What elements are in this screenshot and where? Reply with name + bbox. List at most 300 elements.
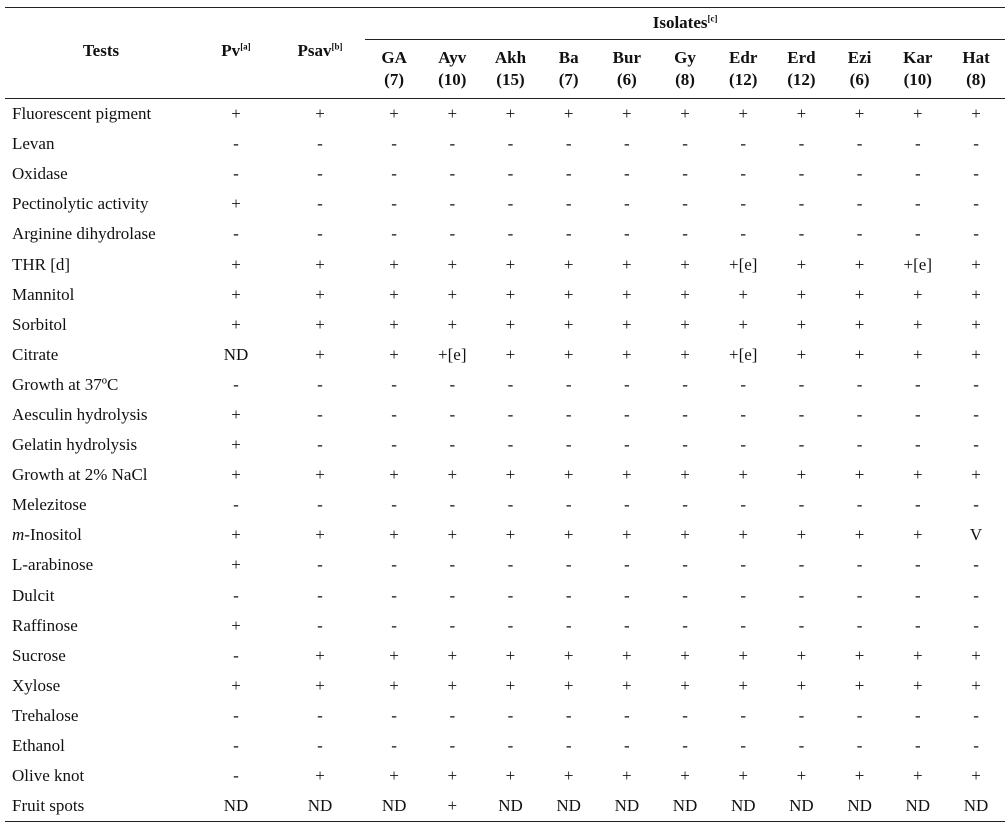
isolate-code: Gy xyxy=(674,48,696,67)
result-cell: + xyxy=(389,104,399,124)
result-cell: - xyxy=(449,555,456,575)
result-cell: + xyxy=(854,254,865,274)
result-cell: + xyxy=(796,645,807,665)
test-name: Gelatin hydrolysis xyxy=(12,435,138,455)
test-name-cell xyxy=(5,581,197,611)
result-cell: - xyxy=(233,495,239,515)
result-cell: - xyxy=(798,224,805,244)
test-name-cell xyxy=(5,189,197,219)
result-cell: + xyxy=(622,465,632,485)
isolate-column-header xyxy=(714,40,772,99)
result-cell: + xyxy=(315,254,325,274)
result-cell: + xyxy=(680,254,690,274)
result-cell: + xyxy=(389,314,399,334)
tests-column-header: Tests xyxy=(5,8,197,99)
isolate-count: (6) xyxy=(849,70,870,89)
result-cell: ND xyxy=(275,791,365,822)
result-cell: + xyxy=(389,525,399,545)
result-cell: - xyxy=(740,224,747,244)
isolate-code: GA xyxy=(381,48,407,67)
test-name: Growth at 37ºC xyxy=(12,374,119,394)
test-name: Fluorescent pigment xyxy=(12,104,152,124)
result-cell: + xyxy=(738,104,749,124)
result-cell: + xyxy=(912,766,923,786)
result-cell: + xyxy=(912,104,923,124)
result-cell: - xyxy=(624,164,630,184)
result-cell: - xyxy=(914,374,921,394)
result-cell: + xyxy=(447,645,458,665)
table-row xyxy=(5,581,1005,611)
result-cell: - xyxy=(624,615,630,635)
test-name-cell xyxy=(5,761,197,791)
result-cell: + xyxy=(854,645,865,665)
result-cell: + xyxy=(505,465,516,485)
result-cell: + xyxy=(680,675,690,695)
psav-column-header: Psav[b] xyxy=(275,8,365,99)
result-cell: - xyxy=(798,615,805,635)
result-cell: + xyxy=(505,104,516,124)
result-cell: + xyxy=(423,791,481,822)
result-cell: + xyxy=(231,284,241,304)
result-cell: - xyxy=(798,404,805,424)
result-cell: + xyxy=(971,645,981,665)
result-cell: + xyxy=(563,314,574,334)
isolate-code: Edr xyxy=(729,48,758,67)
table-row xyxy=(5,99,1005,130)
result-cell: - xyxy=(914,134,921,154)
result-cell: - xyxy=(391,164,397,184)
result-cell: - xyxy=(449,736,456,756)
result-cell: + xyxy=(796,525,807,545)
result-cell: - xyxy=(973,555,979,575)
result-cell: + xyxy=(389,465,399,485)
test-name: Melezitose xyxy=(12,495,87,515)
result-cell: - xyxy=(233,705,239,725)
result-cell: + xyxy=(622,344,632,364)
result-cell: - xyxy=(682,435,688,455)
result-cell: - xyxy=(449,705,456,725)
result-cell: - xyxy=(507,705,514,725)
result-cell: - xyxy=(624,705,630,725)
result-cell: + xyxy=(231,104,241,124)
result-cell: - xyxy=(565,495,572,515)
result-cell: + xyxy=(315,525,325,545)
result-cell: ND xyxy=(598,791,656,822)
test-name-cell xyxy=(5,460,197,490)
result-cell: - xyxy=(317,585,323,605)
result-cell: - xyxy=(856,495,863,515)
result-cell: - xyxy=(798,374,805,394)
result-cell: - xyxy=(624,194,630,214)
result-cell: - xyxy=(856,585,863,605)
result-cell: - xyxy=(565,615,572,635)
isolate-count: (7) xyxy=(558,70,579,89)
result-cell: - xyxy=(856,555,863,575)
result-cell: - xyxy=(682,705,688,725)
result-cell: + xyxy=(389,675,399,695)
result-cell: - xyxy=(973,705,979,725)
result-cell: + xyxy=(912,344,923,364)
result-cell: + xyxy=(231,615,241,635)
test-name: L-arabinose xyxy=(12,555,94,575)
result-cell: - xyxy=(317,164,323,184)
result-cell: - xyxy=(317,224,323,244)
result-cell: + xyxy=(971,344,981,364)
result-cell: - xyxy=(740,374,747,394)
pv-footnote-mark: [a] xyxy=(240,41,251,52)
result-cell: - xyxy=(449,435,456,455)
result-cell: + xyxy=(738,766,749,786)
result-cell: + xyxy=(796,675,807,695)
result-cell: - xyxy=(624,585,630,605)
result-cell: + xyxy=(738,525,749,545)
test-name-cell xyxy=(5,731,197,761)
test-name-cell xyxy=(5,310,197,340)
result-cell: + xyxy=(315,344,325,364)
result-cell: - xyxy=(449,374,456,394)
result-cell: - xyxy=(973,374,979,394)
result-cell: + xyxy=(796,284,807,304)
table-row xyxy=(5,280,1005,310)
result-cell: + xyxy=(389,284,399,304)
result-cell: - xyxy=(914,194,921,214)
result-cell: + xyxy=(622,645,632,665)
result-cell: - xyxy=(565,404,572,424)
test-name: Mannitol xyxy=(12,284,75,304)
result-cell: - xyxy=(317,705,323,725)
isolate-column-header xyxy=(947,40,1005,99)
result-cell: - xyxy=(914,164,921,184)
result-cell: ND xyxy=(656,791,714,822)
result-cell: + xyxy=(563,465,574,485)
test-name-cell xyxy=(5,370,197,400)
result-cell: - xyxy=(565,705,572,725)
result-cell: ND xyxy=(831,791,889,822)
result-cell: - xyxy=(449,615,456,635)
result-cell: - xyxy=(391,615,397,635)
result-cell: + xyxy=(971,284,981,304)
result-cell: - xyxy=(449,495,456,515)
isolate-code: Ayv xyxy=(438,48,467,67)
result-cell: + xyxy=(971,314,981,334)
test-name-cell xyxy=(5,791,197,822)
result-cell: + xyxy=(563,645,574,665)
result-cell: +[e] xyxy=(903,254,933,274)
result-cell: - xyxy=(740,495,747,515)
table-row xyxy=(5,641,1005,671)
result-cell: - xyxy=(317,194,323,214)
result-cell: - xyxy=(973,224,979,244)
test-name: Citrate xyxy=(12,344,59,364)
result-cell: - xyxy=(682,374,688,394)
test-name-cell xyxy=(5,219,197,249)
test-name-cell xyxy=(5,280,197,310)
result-cell: + xyxy=(447,104,458,124)
result-cell: - xyxy=(624,435,630,455)
isolate-code: Ba xyxy=(558,48,579,67)
result-cell: - xyxy=(391,194,397,214)
result-cell: - xyxy=(798,435,805,455)
test-name: -Inositol xyxy=(24,525,82,545)
result-cell: - xyxy=(682,736,688,756)
result-cell: + xyxy=(505,254,516,274)
result-cell: - xyxy=(565,736,572,756)
result-cell: - xyxy=(507,194,514,214)
result-cell: - xyxy=(507,585,514,605)
result-cell: + xyxy=(622,675,632,695)
result-cell: - xyxy=(740,404,747,424)
test-name-cell xyxy=(5,520,197,550)
table-row xyxy=(5,731,1005,761)
pv-column-header: Pv[a] xyxy=(197,8,275,99)
isolates-group-header: Isolates[c] xyxy=(365,8,1005,40)
result-cell: + xyxy=(912,675,923,695)
test-name: THR [d] xyxy=(12,254,71,274)
result-cell: ND xyxy=(481,791,539,822)
result-cell: + xyxy=(854,465,865,485)
result-cell: + xyxy=(912,465,923,485)
result-cell: +[e] xyxy=(728,254,758,274)
isolate-column-header xyxy=(365,40,423,99)
table-row xyxy=(5,791,1005,822)
result-cell: - xyxy=(798,134,805,154)
result-cell: + xyxy=(796,766,807,786)
test-name: Levan xyxy=(12,134,55,154)
result-cell: - xyxy=(740,134,747,154)
result-cell: + xyxy=(505,344,516,364)
table-row xyxy=(5,340,1005,370)
result-cell: - xyxy=(565,555,572,575)
result-cell: - xyxy=(449,404,456,424)
table-row xyxy=(5,219,1005,249)
isolate-column-header xyxy=(656,40,714,99)
result-cell: - xyxy=(624,736,630,756)
result-cell: - xyxy=(740,705,747,725)
result-cell: - xyxy=(914,736,921,756)
result-cell: - xyxy=(856,435,863,455)
result-cell: - xyxy=(740,555,747,575)
result-cell: - xyxy=(798,194,805,214)
result-cell: + xyxy=(505,766,516,786)
result-cell: - xyxy=(682,585,688,605)
test-name: Olive knot xyxy=(12,766,85,786)
table-body xyxy=(5,99,1005,822)
table-row xyxy=(5,129,1005,159)
result-cell: + xyxy=(738,675,749,695)
isolate-column-header xyxy=(540,40,598,99)
result-cell: - xyxy=(740,736,747,756)
result-cell: + xyxy=(622,254,632,274)
result-cell: - xyxy=(740,435,747,455)
isolate-count: (15) xyxy=(496,70,525,89)
result-cell: - xyxy=(317,374,323,394)
result-cell: + xyxy=(738,465,749,485)
result-cell: - xyxy=(740,164,747,184)
result-cell: - xyxy=(798,705,805,725)
test-name-cell xyxy=(5,641,197,671)
result-cell: + xyxy=(315,284,325,304)
result-cell: + xyxy=(231,254,241,274)
result-cell: - xyxy=(317,134,323,154)
result-cell: + xyxy=(563,675,574,695)
result-cell: - xyxy=(233,164,239,184)
result-cell: - xyxy=(391,555,397,575)
test-name: Sucrose xyxy=(12,645,66,665)
table-row xyxy=(5,761,1005,791)
test-name: Pectinolytic activity xyxy=(12,194,149,214)
result-cell: - xyxy=(507,736,514,756)
result-cell: - xyxy=(507,435,514,455)
result-cell: ND xyxy=(947,791,1005,822)
result-cell: - xyxy=(391,705,397,725)
result-cell: + xyxy=(680,465,690,485)
result-cell: - xyxy=(565,224,572,244)
result-cell: +[e] xyxy=(728,344,758,364)
isolate-column-header xyxy=(772,40,830,99)
result-cell: - xyxy=(682,555,688,575)
isolate-count: (12) xyxy=(787,70,816,89)
result-cell: + xyxy=(563,344,574,364)
result-cell: - xyxy=(317,736,323,756)
isolate-column-header xyxy=(598,40,656,99)
isolate-code: Erd xyxy=(787,48,816,67)
result-cell: + xyxy=(971,465,981,485)
result-cell: - xyxy=(391,585,397,605)
result-cell: + xyxy=(315,645,325,665)
result-cell: - xyxy=(233,766,239,786)
result-cell: + xyxy=(231,555,241,575)
table-row xyxy=(5,611,1005,641)
isolate-count: (8) xyxy=(966,70,986,89)
isolate-code: Kar xyxy=(903,48,933,67)
test-name: Raffinose xyxy=(12,615,78,635)
test-name-cell xyxy=(5,611,197,641)
result-cell: - xyxy=(856,615,863,635)
result-cell: ND xyxy=(714,791,772,822)
result-cell: + xyxy=(854,284,865,304)
result-cell: - xyxy=(973,495,979,515)
result-cell: + xyxy=(680,525,690,545)
result-cell: - xyxy=(391,374,397,394)
result-cell: + xyxy=(447,675,458,695)
result-cell: - xyxy=(507,555,514,575)
result-cell: - xyxy=(914,404,921,424)
result-cell: + xyxy=(622,766,632,786)
result-cell: + xyxy=(796,344,807,364)
result-cell: - xyxy=(740,194,747,214)
table-row xyxy=(5,550,1005,580)
result-cell: - xyxy=(856,736,863,756)
result-cell: + xyxy=(231,404,241,424)
result-cell: V xyxy=(969,525,983,545)
isolate-code: Akh xyxy=(494,48,527,67)
result-cell: - xyxy=(565,194,572,214)
result-cell: - xyxy=(624,134,630,154)
result-cell: + xyxy=(447,284,458,304)
result-cell: - xyxy=(914,224,921,244)
result-cell: ND xyxy=(197,791,275,822)
isolate-column-header xyxy=(481,40,539,99)
biochemical-tests-table xyxy=(5,7,1005,822)
result-cell: - xyxy=(914,585,921,605)
test-name-prefix: m xyxy=(12,525,25,545)
result-cell: ND xyxy=(772,791,830,822)
result-cell: - xyxy=(914,615,921,635)
result-cell: + xyxy=(231,465,241,485)
result-cell: + xyxy=(389,254,399,274)
test-name: Growth at 2% NaCl xyxy=(12,465,148,485)
test-name: Ethanol xyxy=(12,736,65,756)
test-name: Aesculin hydrolysis xyxy=(12,404,148,424)
result-cell: + xyxy=(680,766,690,786)
result-cell: + xyxy=(315,314,325,334)
result-cell: + xyxy=(622,284,632,304)
result-cell: + xyxy=(389,766,399,786)
result-cell: + xyxy=(971,254,981,274)
test-name-cell xyxy=(5,340,197,370)
result-cell: + xyxy=(971,766,981,786)
result-cell: + xyxy=(854,314,865,334)
result-cell: - xyxy=(233,585,239,605)
result-cell: + xyxy=(505,675,516,695)
result-cell: - xyxy=(507,374,514,394)
result-cell: - xyxy=(233,736,239,756)
result-cell: ND xyxy=(889,791,947,822)
test-name-cell xyxy=(5,550,197,580)
result-cell: - xyxy=(856,194,863,214)
isolate-code: Bur xyxy=(612,48,642,67)
table-row xyxy=(5,671,1005,701)
result-cell: - xyxy=(798,555,805,575)
isolate-column-header xyxy=(889,40,947,99)
test-name: Fruit spots xyxy=(12,796,85,816)
result-cell: - xyxy=(740,615,747,635)
result-cell: + xyxy=(622,104,632,124)
result-cell: - xyxy=(973,585,979,605)
result-cell: + xyxy=(563,284,574,304)
result-cell: - xyxy=(798,495,805,515)
result-cell: - xyxy=(565,435,572,455)
result-cell: - xyxy=(449,134,456,154)
table-row xyxy=(5,701,1005,731)
test-name-cell xyxy=(5,701,197,731)
result-cell: ND xyxy=(540,791,598,822)
result-cell: + xyxy=(680,645,690,665)
result-cell: + xyxy=(505,284,516,304)
result-cell: - xyxy=(449,224,456,244)
result-cell: + xyxy=(971,104,981,124)
result-cell: + xyxy=(680,284,690,304)
result-cell: + xyxy=(738,645,749,665)
result-cell: - xyxy=(233,224,239,244)
result-cell: - xyxy=(233,645,239,665)
test-name-cell xyxy=(5,430,197,460)
result-cell: + xyxy=(796,254,807,274)
result-cell: + xyxy=(447,314,458,334)
test-name-cell xyxy=(5,490,197,520)
test-name: Oxidase xyxy=(12,164,68,184)
result-cell: - xyxy=(449,585,456,605)
result-cell: - xyxy=(624,374,630,394)
result-cell: + xyxy=(796,314,807,334)
result-cell: - xyxy=(507,615,514,635)
isolate-count: (6) xyxy=(616,70,637,89)
result-cell: - xyxy=(856,404,863,424)
result-cell: + xyxy=(389,645,399,665)
result-cell: - xyxy=(391,224,397,244)
result-cell: - xyxy=(973,164,979,184)
result-cell: + xyxy=(854,675,865,695)
